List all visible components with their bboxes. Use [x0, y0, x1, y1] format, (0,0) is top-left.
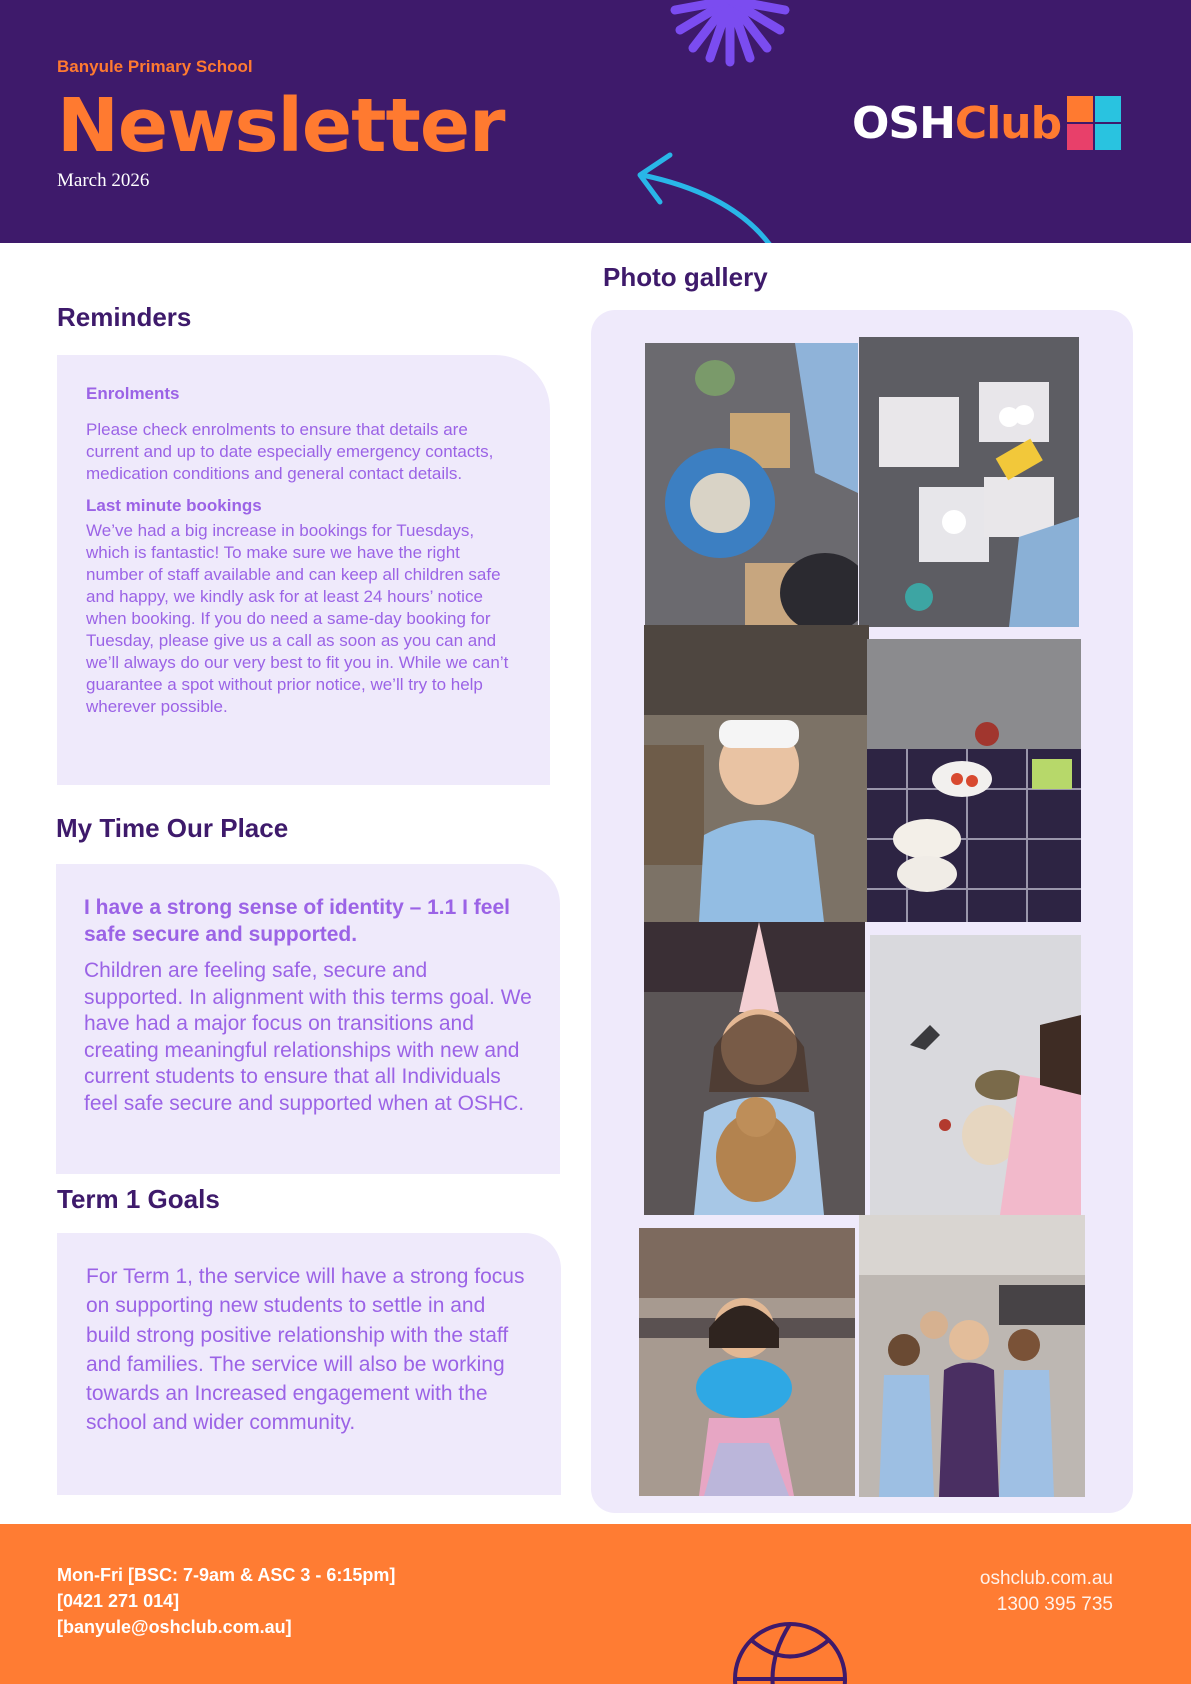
- opening-hours: Mon-Fri [BSC: 7-9am & ASC 3 - 6:15pm]: [57, 1565, 396, 1585]
- reminders-panel: [57, 355, 550, 785]
- gallery-photo-group-with-educator: [859, 1215, 1085, 1497]
- bookings-title: Last minute bookings: [86, 496, 262, 515]
- basketball-icon: [730, 1619, 850, 1684]
- newsletter-title: Newsletter: [57, 83, 505, 169]
- oshclub-logo: OSH Club: [852, 96, 1121, 150]
- bookings-text: We’ve had a big increase in bookings for Tuesdays, which is fantastic! To make sure we have the right number of staff available and can keep all children safe and happy, we kindly ask for at least 24 hours’ notice when booking. If you do need a same-day booking for Tuesday, please give us a call as soon as you can and we’ll always do our very best to fit you in. While we can’t guarantee a spot without prior notice, we’ll try to help wherever possible.: [86, 521, 509, 716]
- mtop-text: Children are feeling safe, secure and supported. In alignment with this terms goal. We have had a major focus on transitions and creating meaningful relationships with new and current students to ensure that all Individuals feel safe secure and supported when at OSHC.: [84, 959, 532, 1115]
- gallery-heading: Photo gallery: [603, 262, 768, 292]
- sunburst-decoration-icon: [655, 0, 805, 70]
- mtop-heading: My Time Our Place: [56, 813, 289, 843]
- goals-text: For Term 1, the service will have a strong focus on supporting new students to settle in and build strong positive relationship with the staff and families. The service will also be working towards an Increased engagement with the school and wider community.: [86, 1265, 525, 1435]
- logo-squares-icon: [1067, 96, 1121, 150]
- goals-panel: [57, 1233, 561, 1495]
- footer-company-info: [980, 1566, 1113, 1618]
- contact-phone[interactable]: [0421 271 014]: [57, 1591, 180, 1611]
- contact-details: [57, 1562, 395, 1640]
- gallery-photo-craft-table: [645, 343, 858, 626]
- photo-gallery-panel: [591, 310, 1133, 1513]
- school-name: Banyule Primary School: [57, 57, 253, 76]
- footer: [0, 1524, 1191, 1684]
- gallery-photo-dinosaur-play: [870, 935, 1081, 1215]
- gallery-photo-picnic-blanket: [867, 639, 1081, 922]
- gallery-photo-girl-blue-slime: [639, 1228, 855, 1496]
- goals-heading: Term 1 Goals: [57, 1184, 220, 1214]
- mtop-subtitle: I have a strong sense of identity – 1.1 I feel safe secure and supported.: [84, 896, 510, 946]
- company-phone[interactable]: 1300 395 735: [996, 1594, 1113, 1615]
- reminders-heading: Reminders: [57, 302, 192, 332]
- enrolments-title: Enrolments: [86, 384, 180, 403]
- gallery-photo-girl-party-hat: [644, 922, 865, 1215]
- newsletter-date: March 2026: [57, 170, 150, 191]
- contact-email[interactable]: [banyule@oshclub.com.au]: [57, 1617, 292, 1637]
- gallery-photo-boy-headband: [644, 625, 869, 922]
- website-link[interactable]: oshclub.com.au: [979, 1568, 1113, 1589]
- curved-arrow-icon: [630, 150, 780, 243]
- mtop-panel: [56, 864, 560, 1174]
- newsletter-header: [0, 0, 1191, 243]
- enrolments-text: Please check enrolments to ensure that details are current and up to date especially emergency contacts, medication conditions and general contact details.: [86, 420, 494, 483]
- gallery-photo-cotton-bears: [859, 337, 1079, 627]
